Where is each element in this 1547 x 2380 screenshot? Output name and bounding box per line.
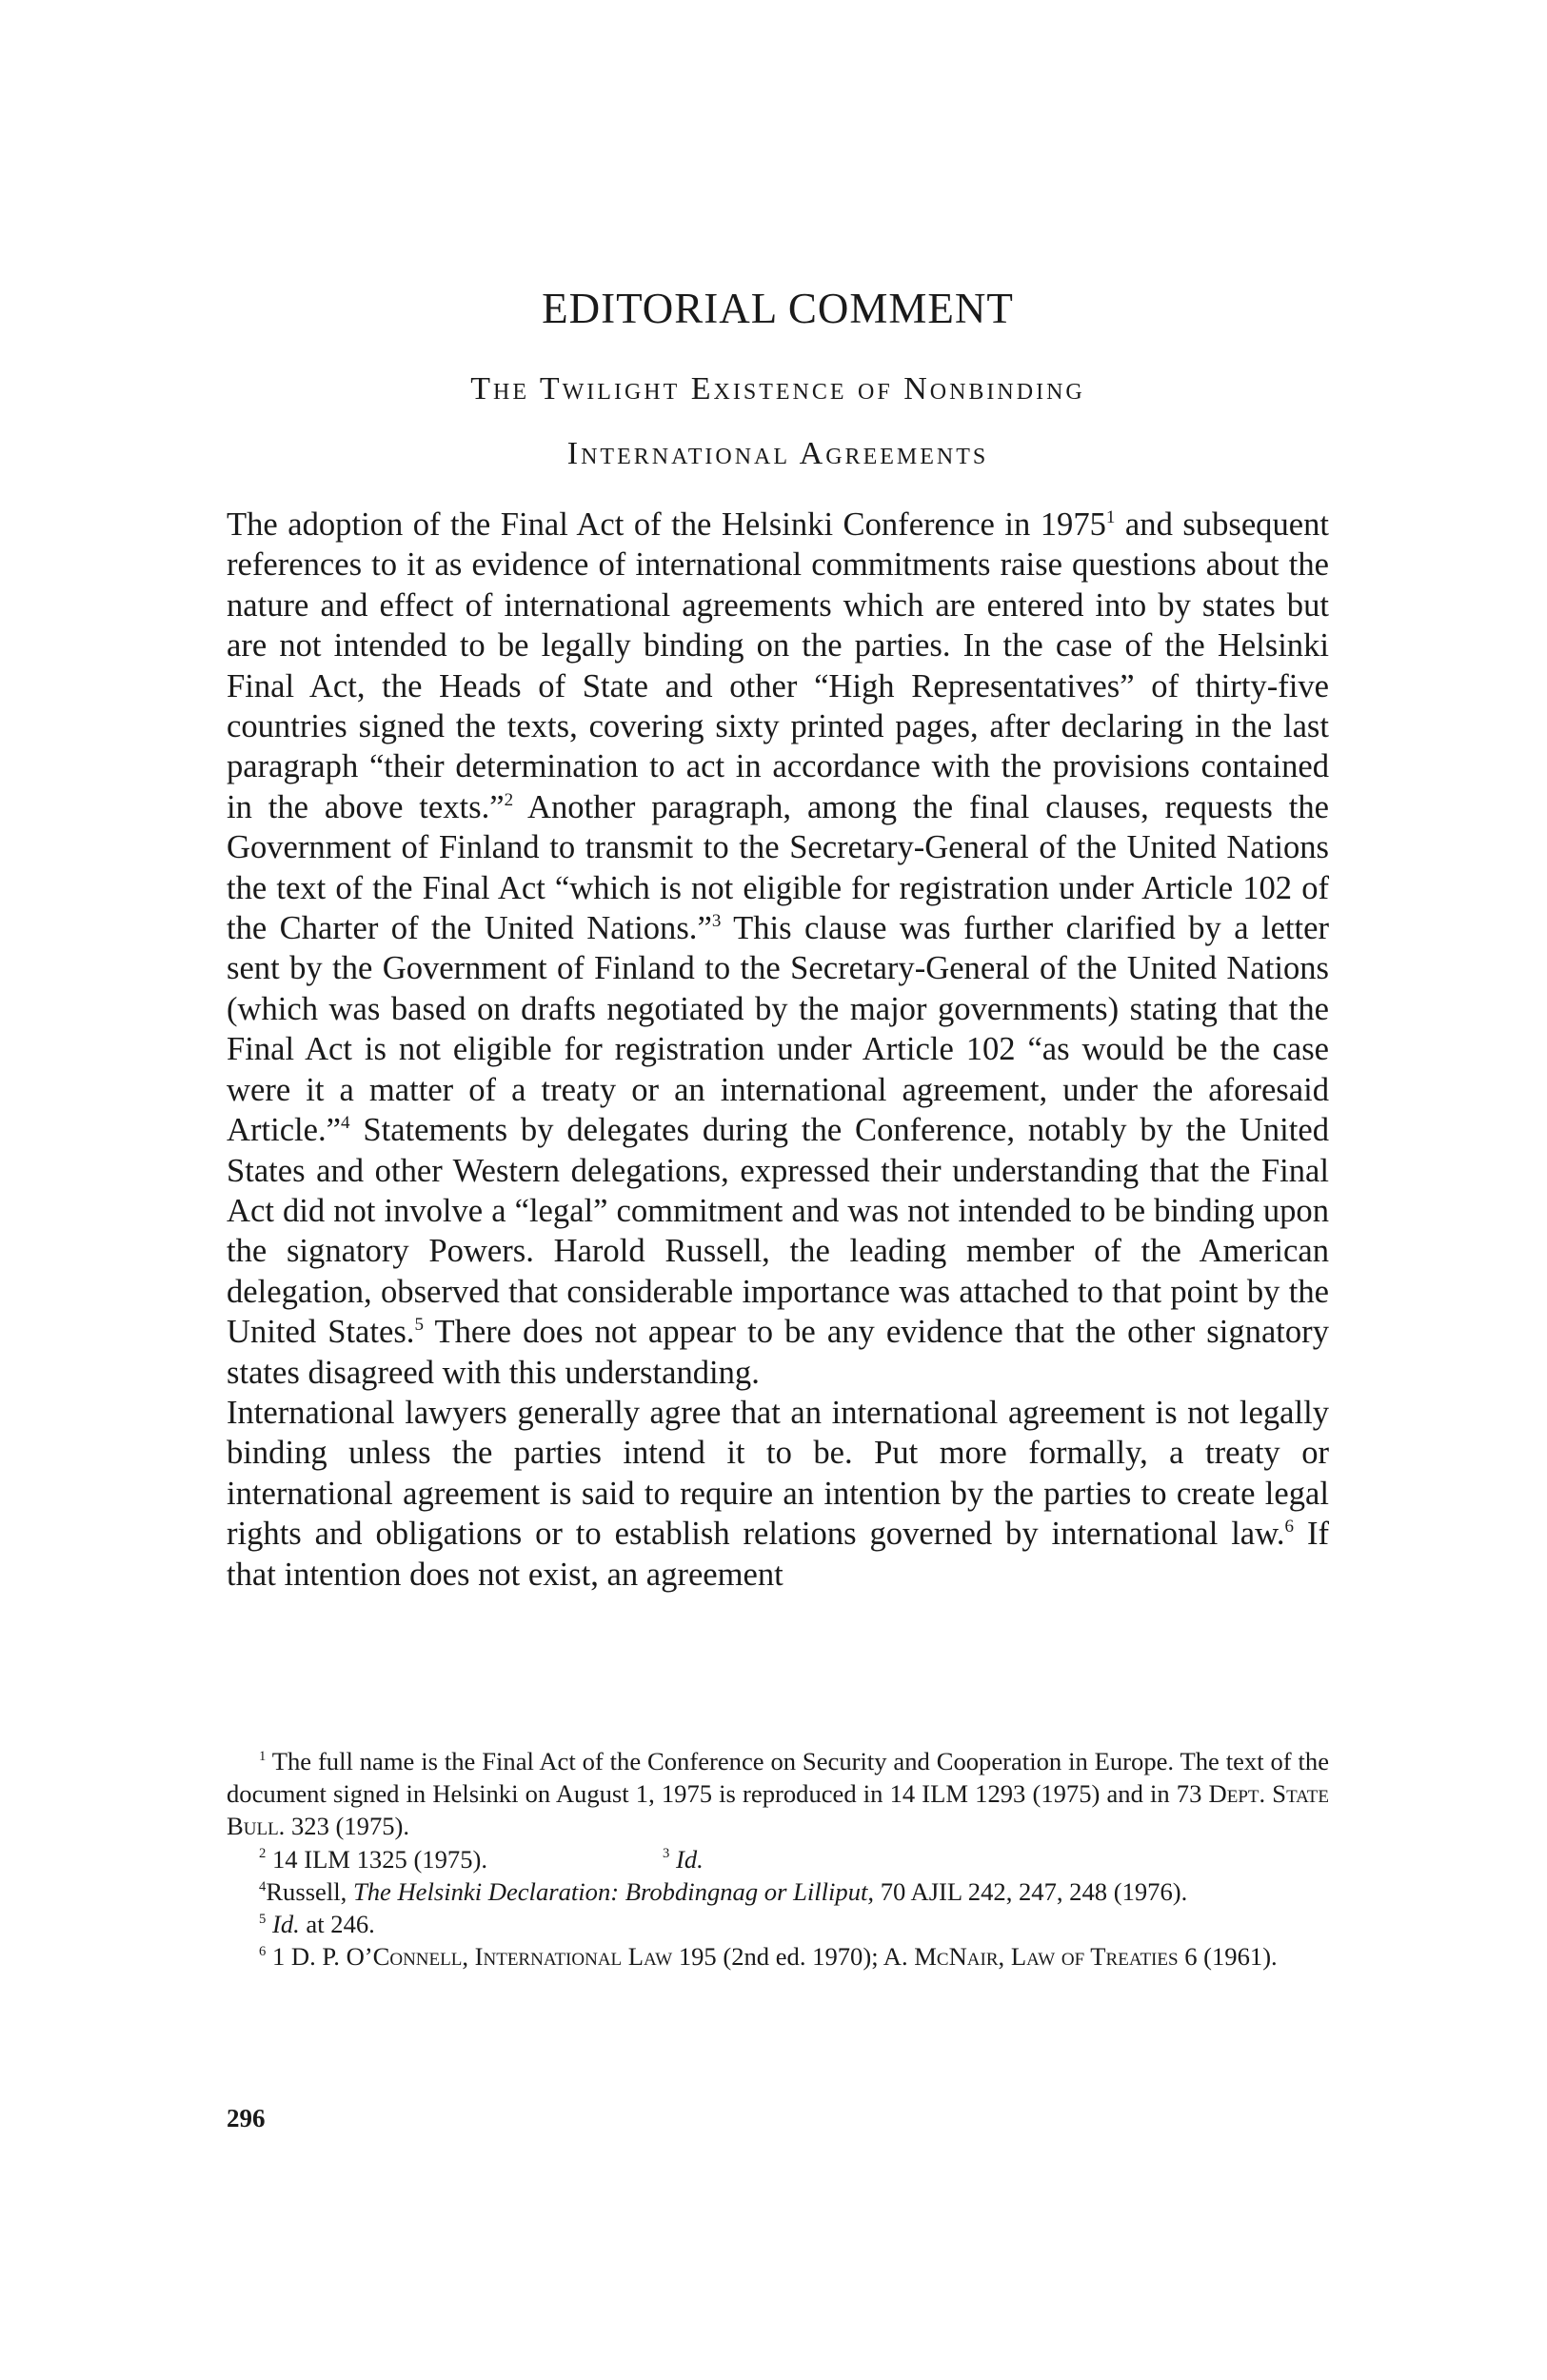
page-number: 296 bbox=[227, 2104, 266, 2132]
paragraph-1-text-a: The adoption of the Final Act of the Helsinki Conference in 1975 bbox=[227, 506, 1106, 543]
footnote-3-text: Id. bbox=[675, 1844, 704, 1874]
article-body bbox=[227, 505, 1329, 1595]
footnote-5-mark: 5 bbox=[259, 1911, 267, 1927]
footnote-6-a: 1 D. P. bbox=[271, 1942, 347, 1972]
article-title-line-2: International Agreements bbox=[566, 436, 989, 471]
footnotes bbox=[227, 1745, 1329, 1973]
footnotes-2-3 bbox=[227, 1843, 1329, 1875]
footnote-ref-5: 5 bbox=[414, 1314, 424, 1335]
footnote-1-journal: Dept. State Bull. bbox=[227, 1779, 1329, 1841]
footnote-1 bbox=[227, 1745, 1329, 1843]
footnote-6-author-2: McNair, Law of Treaties bbox=[914, 1942, 1179, 1972]
footnote-ref-1: 1 bbox=[1105, 506, 1116, 527]
paragraph-1-text-d: This clause was further clarified by a letter sent by the Government of Finland to the Secretary-General of the United Nations (which was based on drafts negotiated by the major governments) stating that the Final Act is not eligible for registration under Article 102 “as would be the case were it a matter of a treaty or an international agreement, under the aforesaid Article.” bbox=[227, 910, 1330, 1149]
footnote-ref-2: 2 bbox=[504, 789, 514, 810]
footnote-6-mark: 6 bbox=[259, 1943, 267, 1959]
paragraph-1-text-c: Another paragraph, among the final clauses, requests the Government of Finland to transmit to the Secretary-General of the United Nations the text of the Final Act “which is not eligible for registration under Article 102 of the Charter of the United Nations.” bbox=[227, 788, 1329, 947]
footnote-ref-3: 3 bbox=[711, 910, 722, 931]
footnote-2 bbox=[227, 1843, 487, 1875]
paragraph-1-text-f: There does not appear to be any evidence that the other signatory states disagreed with this understanding. bbox=[227, 1314, 1329, 1391]
footnote-6-b: 195 (2nd ed. 1970); A. bbox=[672, 1942, 915, 1972]
footnote-6 bbox=[227, 1940, 1329, 1973]
paragraph-2-text-a: International lawyers generally agree that an international agreement is not legally binding unless the parties intend it to be. Put more formally, a treaty or international agreement is said to require an intention by the parties to create legal rights and obligations or to establish relations governed by international law. bbox=[227, 1394, 1329, 1553]
footnote-4-title: The Helsinki Declaration: Brobdingnag or Lilliput, bbox=[352, 1876, 875, 1906]
footnote-4-author: Russell, bbox=[266, 1876, 353, 1906]
footnote-5-id: Id. bbox=[271, 1910, 300, 1939]
paragraph-2 bbox=[227, 1393, 1329, 1595]
footnote-1-mark: 1 bbox=[259, 1748, 267, 1764]
footnote-1-tail: 323 (1975). bbox=[285, 1812, 410, 1841]
footnote-4-mark: 4 bbox=[259, 1878, 267, 1894]
section-heading: EDITORIAL COMMENT bbox=[542, 285, 1014, 332]
footnote-2-mark: 2 bbox=[259, 1846, 267, 1862]
footnote-ref-4: 4 bbox=[341, 1112, 350, 1133]
footnote-2-text: 14 ILM 1325 (1975). bbox=[271, 1844, 487, 1874]
footnote-5 bbox=[227, 1908, 1329, 1940]
paragraph-1-text-e: Statements by delegates during the Conference, notably by the United States and other Western delegations, expressed their understanding that the Final Act did not involve a “legal” commitment and was not intended to be binding upon the signatory Powers. Harold Russell, the leading member of the American delegation, observed that considerable importance was attached to that point by the United States. bbox=[227, 1112, 1329, 1351]
footnote-5-tail: at 246. bbox=[299, 1910, 375, 1939]
footnote-1-text: The full name is the Final Act of the Conference on Security and Cooperation in Europe. The text of the document signed in Helsinki on August 1, 1975 is reproduced in 14 ILM 1293 (1975) and in 73 bbox=[227, 1747, 1329, 1809]
footnote-6-author-1: O’Connell, International Law bbox=[346, 1942, 673, 1972]
paragraph-1-text-b: and subsequent references to it as evidence of international commitments raise questions about the nature and effect of international agreements which are entered into by states but are not intended to be legally binding on the parties. In the case of the Helsinki Final Act, the Heads of State and other “High Representatives” of thirty-five countries signed the texts, covering sixty printed pages, after declaring in the last paragraph “their determination to act in accordance with the provisions contained in the above texts.” bbox=[227, 506, 1330, 825]
article-title-line-1: The Twilight Existence of Nonbinding bbox=[470, 371, 1085, 407]
paragraph-2-text-b: If that intention does not exist, an agreement bbox=[227, 1516, 1329, 1593]
footnote-4 bbox=[227, 1875, 1329, 1908]
footnote-ref-6: 6 bbox=[1284, 1516, 1295, 1537]
footnote-6-c: 6 (1961). bbox=[1178, 1942, 1278, 1972]
footnote-4-tail: 70 AJIL 242, 247, 248 (1976). bbox=[874, 1876, 1188, 1906]
footnote-3 bbox=[630, 1843, 704, 1875]
paragraph-1 bbox=[227, 505, 1329, 1393]
footnote-3-mark: 3 bbox=[663, 1846, 670, 1862]
